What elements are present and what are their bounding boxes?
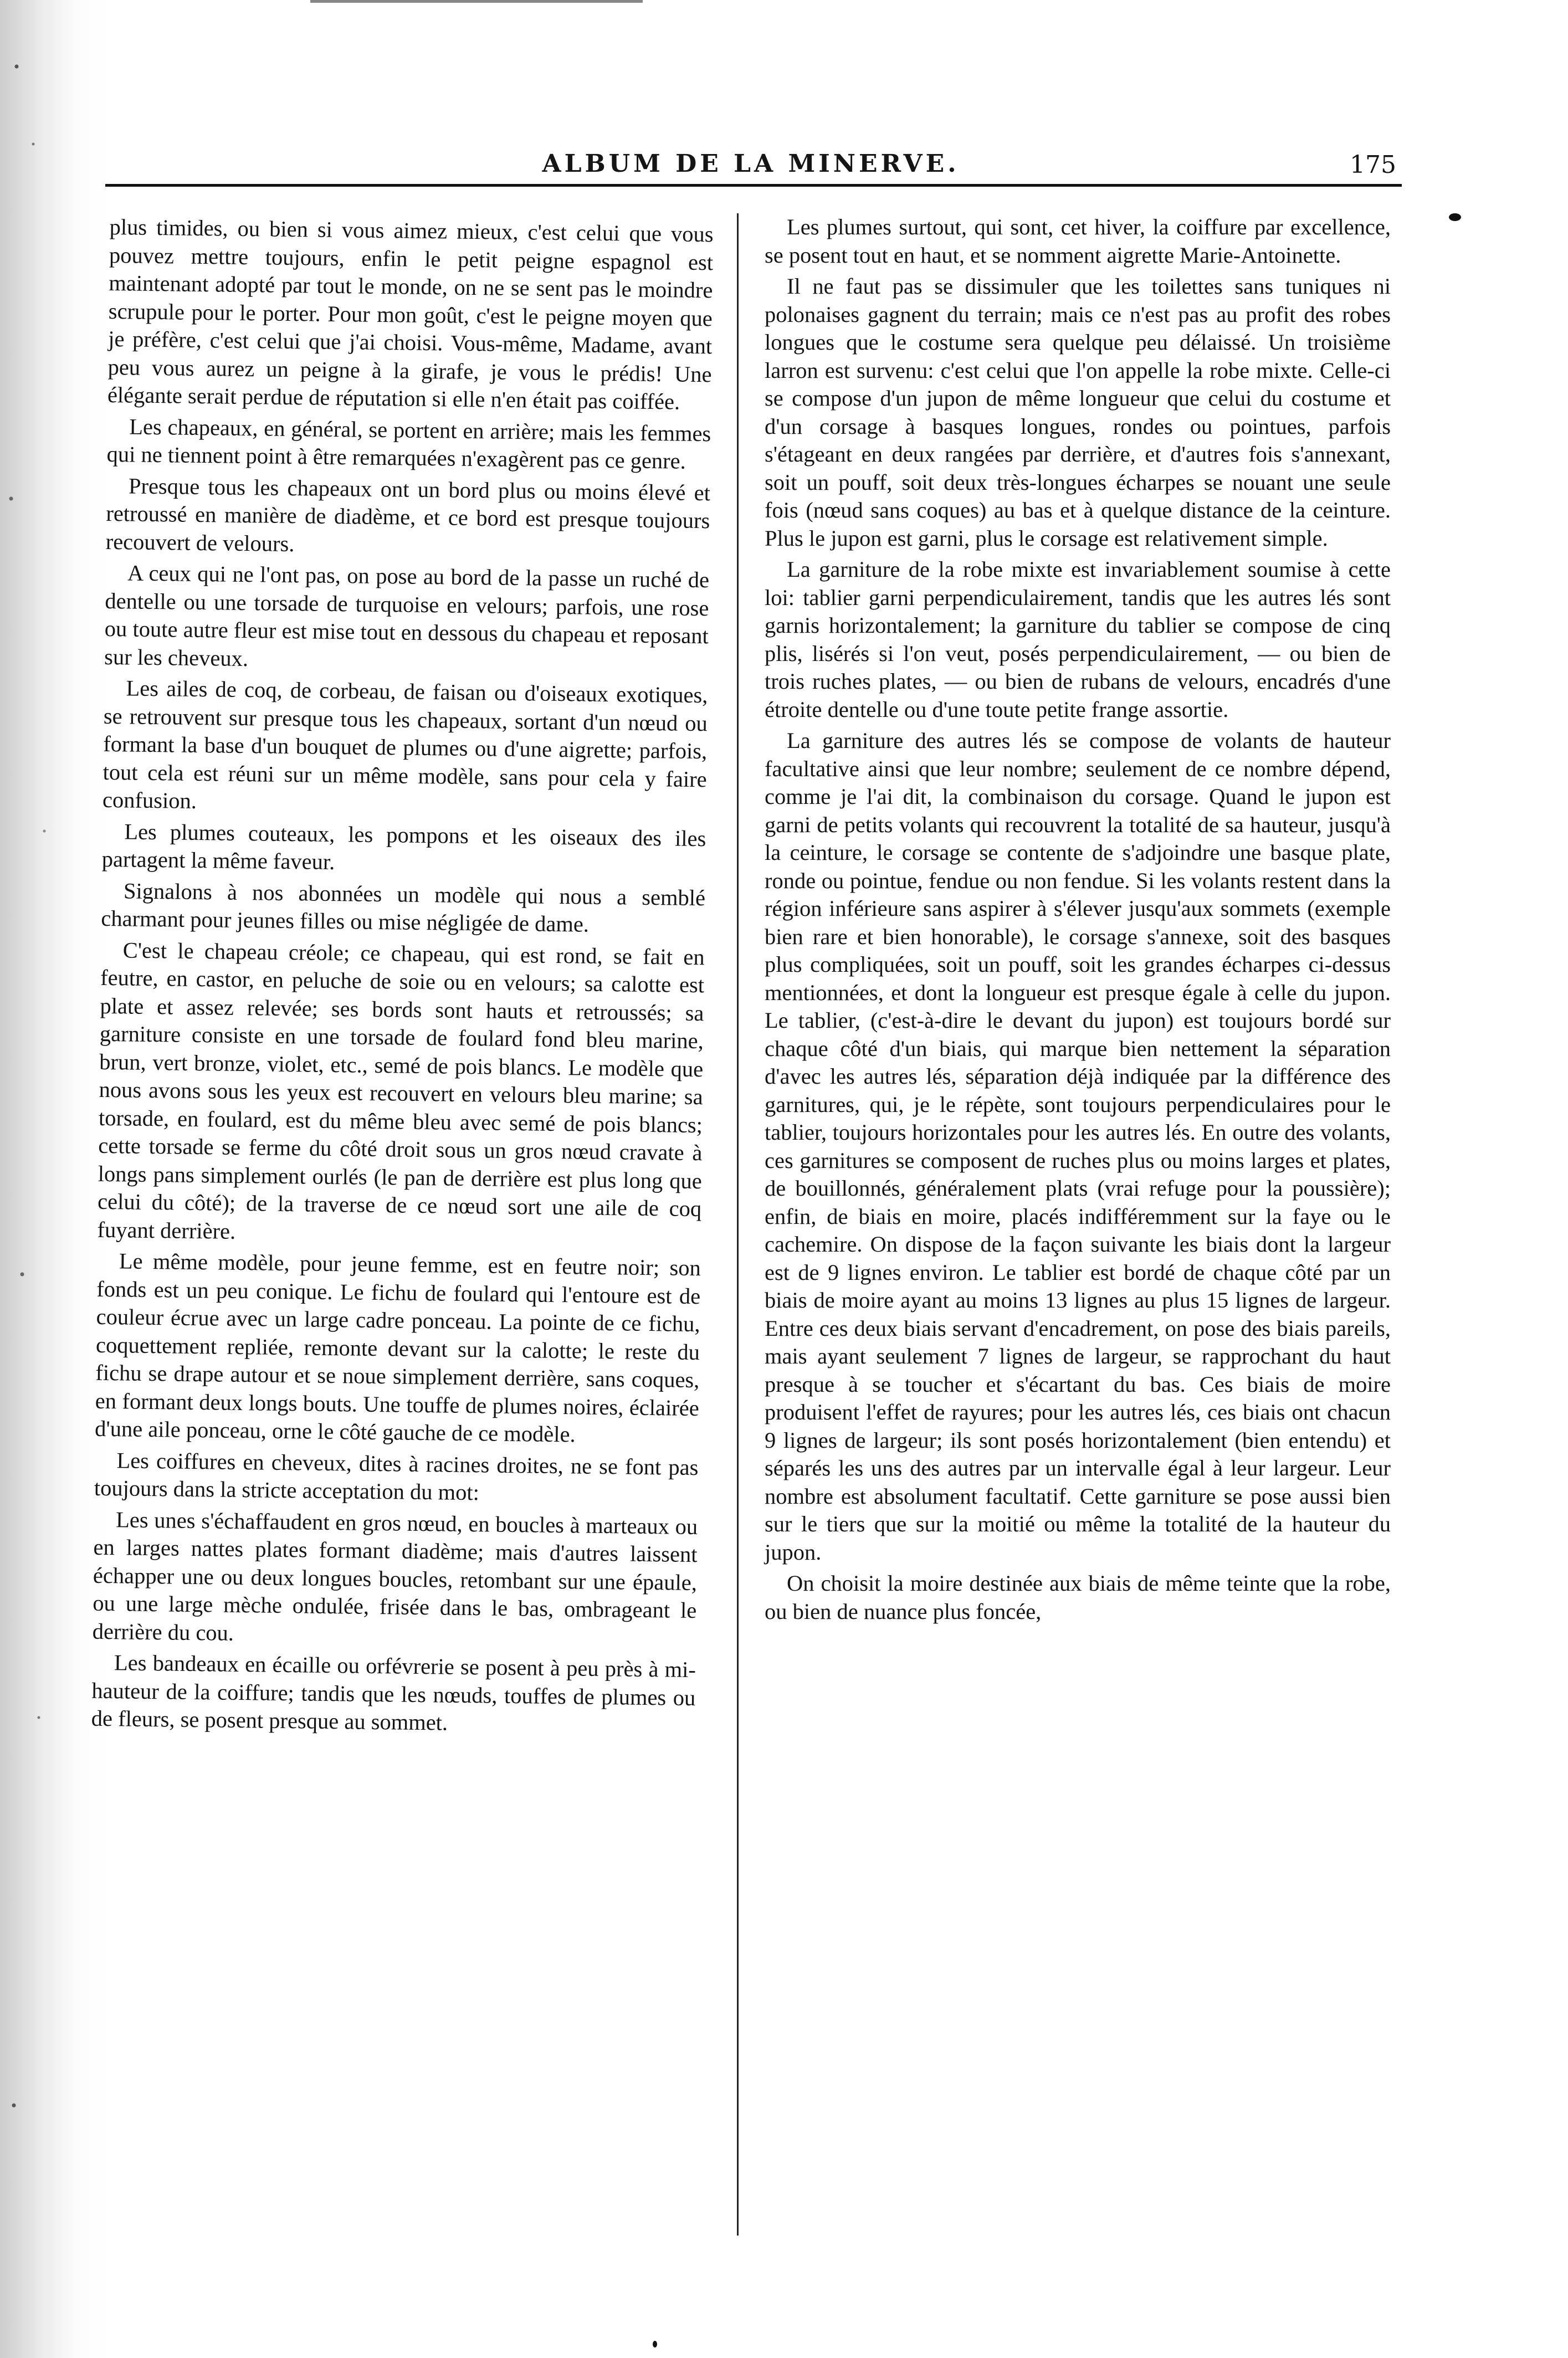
page-header [105,150,1396,188]
right-column [765,213,1391,1629]
paragraph: Les ailes de coq, de corbeau, de faisan ou d'oiseaux exotiques, se retrouvent sur presque tous les chapeaux, sortant d'un nœud ou formant la base d'un bouquet de plumes ou d'une aigrette; parfois, tout cela est réuni sur un même modèle, sans pour cela y faire confusion. [102,675,708,813]
paragraph: La garniture de la robe mixte est invariablement soumise à cette loi: tablier garni perpendiculairement, tandis que les autres lés sont garnis horizontalement; la garniture du tablier se compose de cinq plis, lisérés si l'on veut, posés perpendiculairement, — ou bien de trois ruches plates, — ou bien de rubans de velours, encadrés d'une étroite dentelle ou d'une toute petite frange assortie. [765,557,1391,722]
paragraph: Les coiffures en cheveux, dites à racines droites, ne se font pas toujours dans la stricte acceptation du mot: [94,1447,699,1505]
ink-spot [1449,213,1461,221]
paragraph: Les unes s'échaffaudent en gros nœud, en boucles à marteaux ou en larges nattes plates formant diadème; mais d'autres laissent échapper une ou deux longues boucles, retombant sur une épaule, ou une large mèche ondulée, frisée dans le bas, ombrageant le derrière du cou. [92,1506,698,1646]
top-scan-mark [310,0,643,15]
paragraph: Il ne faut pas se dissimuler que les toilettes sans tuniques ni polonaises gagnent du terrain; mais ce n'est pas au profit des robes longues que le costume sera quelque peu délaissé. Un troisième larron est survenu: c'est celui que l'on appelle la robe mixte. Celle-ci se compose d'un jupon de même longueur que celui du costume et d'un corsage à basques longues, rondes ou pointues, parfois s'étageant en deux rangées par derrière, et d'autres fois s'annexant, soit un pouff, soit deux très-longues écharpes se nouant une seule fois (nœud sans coques) au bas et à quelque distance de la ceinture. Plus le jupon est garni, plus le corsage est relativement simple. [765,274,1391,551]
page-number: 175 [1350,151,1396,179]
paragraph: Les chapeaux, en général, se portent en arrière; mais les femmes qui ne tiennent point à être remarquées n'exagèrent pas ce genre. [106,413,711,474]
column-divider [737,213,739,2236]
left-column [91,213,713,1744]
paragraph: La garniture des autres lés se compose de volants de hauteur facultative ainsi que leur nombre; seulement de ce nombre dépend, comme je l'ai dit, la combinaison du corsage. Quand le jupon est garni de petits volants qui recouvrent la totalité de sa hauteur, jusqu'à la ceinture, le corsage se contente de s'adjoindre une basque plate, ronde ou pointue, fendue ou non fendue. Si les volants restent dans la région inférieure sans aspirer à s'élever jusqu'aux sommets (exemple bien rare et bien honorable), le corsage s'annexe, soit des basques plus compliquées, soit un pouff, soit les grandes écharpes ci-dessus mentionnées, et dont la longueur est presque égale à celle du jupon. Le tablier, (c'est-à-dire le devant du jupon) est toujours bordé sur chaque côté d'un biais, qui marque bien nettement la séparation d'avec les autres lés, séparation déjà indiquée par la différence des garnitures, qui, je le répète, sont toujours perpendiculaires pour le tablier, toujours horizontales pour les autres lés. En outre des volants, ces garnitures se composent de ruches plus ou moins larges et plates, de bouillonnés, généralement plats (vrai refuge pour la poussière); enfin, de biais en moire, placés indifféremment sur la faye ou le cachemire. On dispose de la façon suivante les biais dont la largeur est de 9 lignes environ. Le tablier est bordé de chaque côté par un biais de moire ayant au moins 13 lignes au plus 15 lignes de largeur. Entre ces deux biais servant d'encadrement, on pose des biais pareils, mais ayant seulement 7 lignes de largeur, se rapprochant du haut presque à se toucher et s'écartant du bas. Ces biais de moire produisent l'effet de rayures; pour les autres lés, ces biais ont chacun 9 lignes de largeur; ils sont posés horizontalement (bien entendu) et séparés les uns des autres par un intervalle égal à leur largeur. Leur nombre est absolument facultatif. Cette garniture se pose aussi bien sur le tiers que sur la moitié ou même la totalité de la hauteur du jupon. [765,728,1391,1565]
running-title: ALBUM DE LA MINERVE. [542,150,960,178]
paragraph: A ceux qui ne l'ont pas, on pose au bord de la passe un ruché de dentelle ou une torsade de turquoise en velours; parfois, une rose ou toute autre fleur est mise tout en dessous du chapeau et reposant sur les cheveux. [104,560,710,671]
ink-spot [653,2341,657,2347]
page-edge-shadow [0,0,78,2358]
paragraph: Les plumes surtout, qui sont, cet hiver, la coiffure par excellence, se posent tout en haut, et se nomment aigrette Marie-Antoinette. [765,214,1391,268]
header-rule [105,184,1402,187]
paragraph: Le même modèle, pour jeune femme, est en feutre noir; son fonds est un peu conique. Le fichu de foulard qui l'entoure est de couleur écrue avec un large cadre ponceau. La pointe de ce fichu, coquettement repliée, remonte devant sur la calotte; le reste du fichu se drape autour et se noue simplement derrière, sans coques, en formant deux longs bouts. Une touffe de plumes noires, éclairée d'une aile ponceau, orne le côté gauche de ce modèle. [94,1248,701,1447]
paragraph: Signalons à nos abonnées un modèle qui nous a semblé charmant pour jeunes filles ou mise négligée de dame. [101,878,706,937]
paragraph: Les plumes couteaux, les pompons et les oiseaux des iles partagent la même faveur. [101,818,706,875]
paragraph: Les bandeaux en écaille ou orfévrerie se posent à peu près à mi-hauteur de la coiffure; tandis que les nœuds, touffes de plumes ou de fleurs, se posent presque au sommet. [91,1650,696,1735]
paragraph: Presque tous les chapeaux ont un bord plus ou moins élevé et retroussé en manière de diadème, et ce bord est presque toujours recouvert de velours. [105,473,711,556]
paragraph: plus timides, ou bien si vous aimez mieux, c'est celui que vous pouvez mettre toujours, enfin le petit peigne espagnol est maintenant adopté par tout le monde, on ne se sent pas le moindre scrupule pour le porter. Pour mon goût, c'est le peigne moyen que je préfère, c'est celui que j'ai choisi. Vous-même, Madame, avant peu vous aurez un peigne à la girafe, je vous le prédis! Une élégante serait perdue de réputation si elle n'en était pas coiffée. [107,214,714,414]
paragraph: C'est le chapeau créole; ce chapeau, qui est rond, se fait en feutre, en castor, en peluche de soie ou en velours; sa calotte est plate et assez relevée; ses bords sont hauts et retroussés; sa garniture consiste en une torsade de foulard fond bleu marine, brun, vert bronze, violet, etc., semé de pois blancs. Le modèle que nous avons sous les yeux est recouvert en velours bleu marine; sa torsade, en foulard, est du même bleu avec semé de pois blancs; cette torsade se ferme du côté droit sous un gros nœud cravate à longs pans simplement ourlés (le pan de derrière est plus long que celui du côté); de la traverse de ce nœud sort une aile de coq fuyant derrière. [97,937,705,1244]
paragraph: On choisit la moire destinée aux biais de même teinte que la robe, ou bien de nuance plus foncée, [765,1571,1391,1624]
